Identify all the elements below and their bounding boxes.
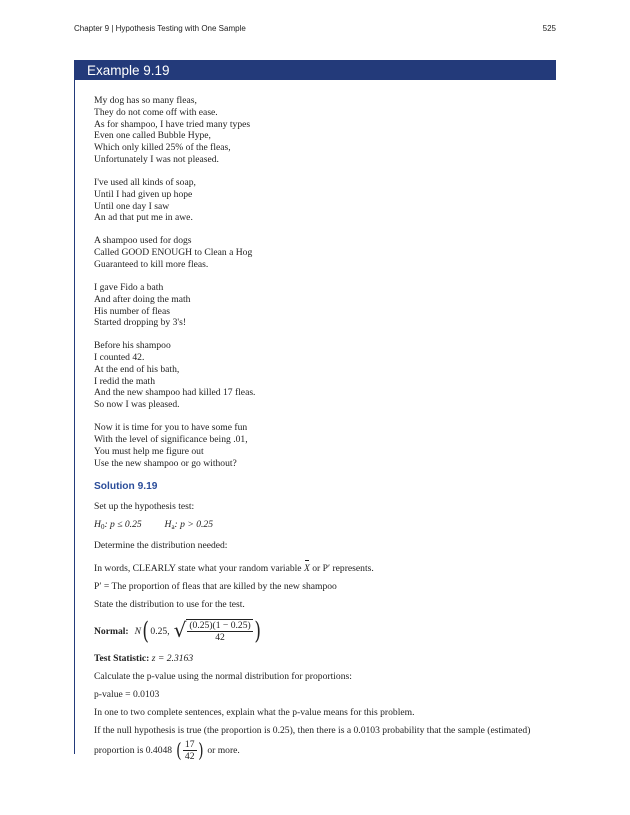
poem-line: Until I had given up hope bbox=[94, 188, 193, 200]
normal-distribution-formula: Normal: N ( 0.25, √ $\frac{(0.25)(1 - 0.25)}{42}$ ) bbox=[94, 617, 261, 646]
poem-line: With the level of significance being .01, bbox=[94, 434, 248, 446]
poem-line: Started dropping by 3's! bbox=[94, 317, 187, 329]
poem bbox=[94, 95, 554, 469]
solution-title: Solution 9.19 bbox=[94, 481, 158, 493]
square-root: √ $\frac{(0.25)(1 - 0.25)}{42}$ bbox=[173, 618, 251, 644]
variance-fraction: $\frac{(0.25)(1 - 0.25)}{42}$ bbox=[189, 620, 251, 644]
x-bar-symbol: X bbox=[303, 563, 310, 575]
poem-stanza bbox=[94, 422, 554, 469]
page-number: 525 bbox=[542, 24, 556, 33]
poem-line: I redid the math bbox=[94, 375, 156, 387]
poem-line: Even one called Bubble Hype, bbox=[94, 130, 211, 142]
example-title: Example 9.19 bbox=[87, 63, 170, 78]
poem-line: I gave Fido a bath bbox=[94, 281, 164, 293]
poem-line: You must help me figure out bbox=[94, 445, 204, 457]
example-left-rule bbox=[74, 80, 75, 754]
random-variable-prompt: In words, CLEARLY state what your random variable X or P′ represents. bbox=[94, 563, 374, 575]
poem-line: My dog has so many fleas, bbox=[94, 95, 197, 106]
explain-text: In one to two complete sentences, explain what the p-value means for this problem. bbox=[94, 707, 415, 719]
poem-line: At the end of his bath, bbox=[94, 363, 180, 375]
poem-stanza bbox=[94, 177, 554, 224]
poem-line: And after doing the math bbox=[94, 293, 191, 305]
poem-stanza bbox=[94, 235, 554, 270]
null-hypothesis: $H_0$: p ≤ 0.25 bbox=[94, 519, 142, 532]
poem-line: And the new shampoo had killed 17 fleas. bbox=[94, 387, 256, 399]
poem-line: Which only killed 25% of the fleas, bbox=[94, 142, 231, 154]
poem-stanza bbox=[94, 95, 554, 166]
poem-line: Use the new shampoo or go without? bbox=[94, 457, 237, 469]
poem-line: A shampoo used for dogs bbox=[94, 235, 192, 247]
poem-stanza bbox=[94, 340, 554, 411]
alternative-hypothesis: $H_a$: p > 0.25 bbox=[164, 519, 213, 532]
poem-line: I've used all kinds of soap, bbox=[94, 176, 196, 188]
poem-line: Now it is time for you to have some fun bbox=[94, 422, 248, 434]
poem-stanza bbox=[94, 282, 554, 329]
poem-line: I counted 42. bbox=[94, 352, 145, 364]
poem-line: Before his shampoo bbox=[94, 340, 171, 352]
poem-line: An ad that put me in awe. bbox=[94, 212, 193, 224]
setup-text: Set up the hypothesis test: bbox=[94, 501, 195, 513]
conclusion-line: If the null hypothesis is true (the proportion is 0.25), then there is a 0.0103 probability that the sample (estimated) bbox=[94, 725, 531, 737]
hypotheses bbox=[94, 518, 554, 534]
poem-line: Until one day I saw bbox=[94, 200, 170, 212]
example-banner bbox=[74, 60, 556, 80]
poem-line: Guaranteed to kill more fleas. bbox=[94, 258, 209, 270]
conclusion-proportion: proportion is 0.4048 ( $\frac{17}{42}$ ) or more. bbox=[94, 738, 240, 763]
determine-text: Determine the distribution needed: bbox=[94, 540, 228, 552]
poem-line: So now I was pleased. bbox=[94, 399, 180, 411]
poem-line: As for shampoo, I have tried many types bbox=[94, 118, 251, 130]
running-header-chapter: Chapter 9 | Hypothesis Testing with One Sample bbox=[74, 24, 246, 33]
poem-line: His number of fleas bbox=[94, 305, 170, 317]
sample-fraction: $\frac{17}{42}$ bbox=[184, 738, 195, 762]
test-statistic: Test Statistic: z = 2.3163 bbox=[94, 653, 194, 665]
calculate-pvalue-text: Calculate the p-value using the normal distribution for proportions: bbox=[94, 671, 352, 683]
pvalue-result: p-value = 0.0103 bbox=[94, 689, 160, 701]
poem-line: Called GOOD ENOUGH to Clean a Hog bbox=[94, 247, 253, 259]
poem-line: Unfortunately I was not pleased. bbox=[94, 153, 219, 165]
state-distribution-text: State the distribution to use for the test. bbox=[94, 599, 245, 611]
poem-line: They do not come off with ease. bbox=[94, 106, 218, 118]
p-prime-definition: P′ = The proportion of fleas that are killed by the new shampoo bbox=[94, 581, 337, 593]
example-content bbox=[94, 95, 554, 762]
